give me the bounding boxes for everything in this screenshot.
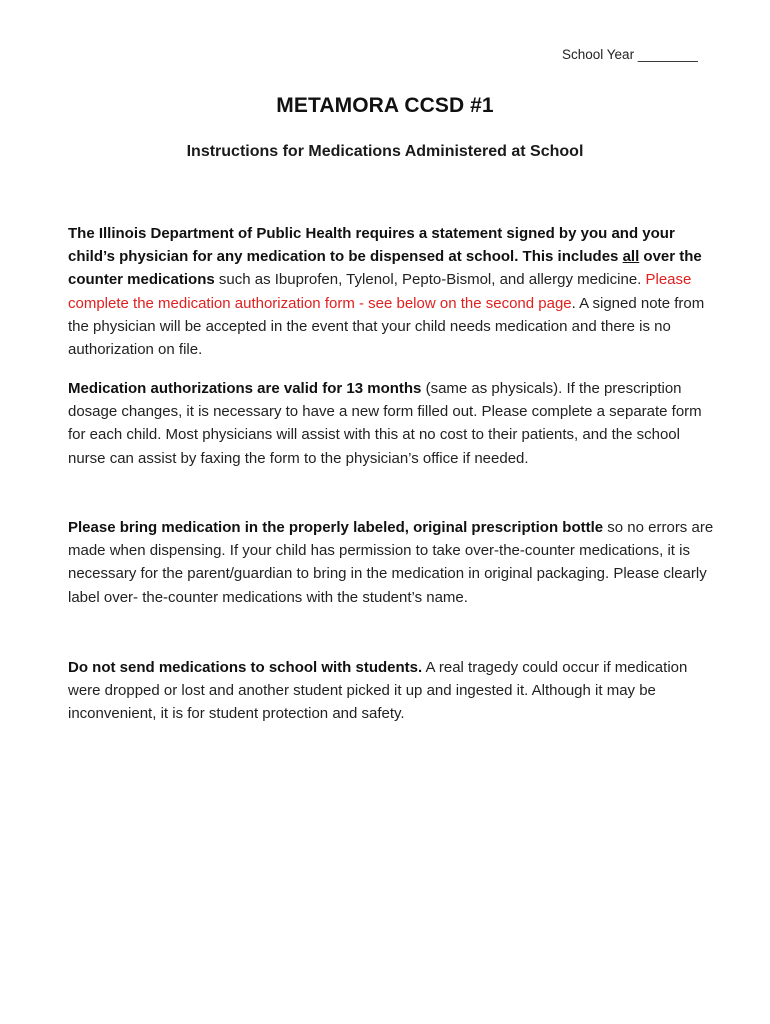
paragraph-authorization-validity	[68, 377, 716, 470]
p4-bold: Do not send medications to school with students.	[68, 659, 423, 676]
document-subtitle: Instructions for Medications Administered at School	[186, 143, 584, 160]
document-title: METAMORA CCSD #1	[276, 94, 494, 117]
p2-bold: Medication authorizations are valid for 13 months	[68, 380, 422, 397]
p4-text: A real tragedy could occur if medication were dropped or lost and another student picked it up and ingested it. Although it may be inconvenient, it is for student protection and safety.	[68, 659, 688, 723]
p1-red-notice: Please complete the medication authorization form - see below on the second page	[68, 271, 692, 312]
p3-text: so no errors are made when dispensing. If your child has permission to take over-the-counter medications, it is necessary for the parent/guardian to bring in the medication in original packaging. Please clearly label over- the-counter medications with the student’s name.	[68, 519, 714, 606]
p2-text: (same as physicals). If the prescription dosage changes, it is necessary to have a new form filled out. Please complete a separate form for each child. Most physicians will assist with this at no cost to their patients, and the school nurse can assist by faxing the form to the physician’s office if needed.	[68, 380, 702, 467]
p1-bold-b: over the counter medications	[68, 248, 702, 289]
p3-bold: Please bring medication in the properly labeled, original prescription bottle	[68, 519, 604, 536]
paragraph-original-bottle	[68, 516, 716, 609]
school-year-field	[562, 47, 698, 62]
p1-bold-a: The Illinois Department of Public Health requires a statement signed by you and your child’s physician for any medication to be dispensed at school. This includes	[68, 225, 675, 266]
paragraph-do-not-send	[68, 656, 716, 726]
p1-text-b: . A signed note from the physician will be accepted in the event that your child needs medication and there is no authorization on file.	[68, 294, 705, 359]
paragraph-idph-requirement	[68, 222, 716, 361]
school-year-label: School Year	[562, 47, 635, 62]
school-year-blank: ________	[637, 47, 698, 62]
p1-text-a: such as Ibuprofen, Tylenol, Pepto-Bismol, and allergy medicine.	[214, 271, 646, 289]
p1-bold-underlined: all	[622, 248, 640, 266]
